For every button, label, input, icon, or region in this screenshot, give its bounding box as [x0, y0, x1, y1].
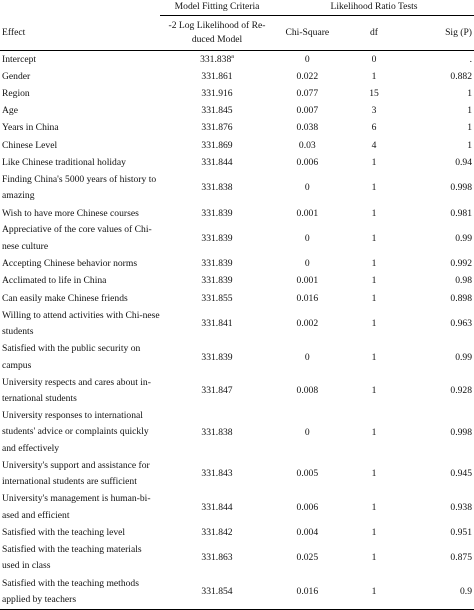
log-likelihood-cell-text: 331.869 — [201, 139, 233, 151]
sig-cell — [407, 154, 474, 171]
table-row — [0, 273, 474, 290]
sig-cell — [407, 408, 474, 457]
log-likelihood-cell-text: 331.854 — [201, 586, 233, 598]
log-likelihood-cell — [160, 307, 274, 341]
df-cell — [341, 290, 408, 307]
effect-cell — [0, 51, 160, 69]
sig-cell-text: 0.898 — [450, 292, 472, 304]
table-row — [0, 51, 474, 69]
df-cell-text: 15 — [369, 87, 379, 99]
effect-cell — [0, 491, 160, 525]
df-cell — [341, 575, 408, 609]
chi-square-cell-text: 0.001 — [296, 275, 319, 287]
effect-cell — [0, 341, 160, 375]
log-likelihood-cell-text: 331.838 — [201, 426, 233, 438]
header-model-fitting-criteria: Model Fitting Criteria — [160, 0, 274, 16]
log-likelihood-cell-text: 331.842 — [201, 527, 233, 539]
effect-cell — [0, 256, 160, 273]
sig-cell — [407, 457, 474, 491]
df-cell — [341, 408, 408, 457]
log-likelihood-cell-text: 331.838 — [201, 182, 233, 194]
df-cell — [341, 205, 408, 222]
effect-cell — [0, 457, 160, 491]
effect-cell-text: Age — [2, 105, 18, 117]
df-cell-text: 1 — [371, 318, 377, 330]
df-cell-text: 1 — [371, 232, 377, 244]
log-likelihood-cell — [160, 103, 274, 120]
log-likelihood-cell — [160, 85, 274, 102]
effect-cell-text: University responses to international students' advice or complaints quickly and effectively — [2, 410, 149, 454]
effect-cell-text: Can easily make Chinese friends — [2, 292, 128, 304]
sig-cell-text: 0.992 — [450, 258, 472, 270]
table-row — [0, 290, 474, 307]
table-row — [0, 524, 474, 541]
sig-cell — [407, 256, 474, 273]
sig-cell — [407, 341, 474, 375]
log-likelihood-cell — [160, 374, 274, 408]
df-cell-text: 1 — [371, 501, 377, 513]
table-row — [0, 307, 474, 341]
chi-square-cell-text: 0 — [304, 426, 310, 438]
sig-cell-text: 0.94 — [455, 156, 472, 168]
effect-cell — [0, 222, 160, 256]
chi-square-cell-text: 0.016 — [296, 292, 319, 304]
df-cell — [341, 154, 408, 171]
effect-cell-text: Satisfied with the teaching methods applied by teachers — [2, 577, 139, 606]
df-cell-text: 1 — [371, 468, 377, 480]
chi-square-cell-text: 0.006 — [296, 156, 319, 168]
chi-square-cell — [274, 457, 341, 491]
chi-square-cell — [274, 374, 341, 408]
effect-cell-text: Appreciative of the core values of Chi-nese culture — [2, 224, 152, 252]
table-row — [0, 222, 474, 256]
df-cell-text: 4 — [371, 139, 377, 151]
sig-cell — [407, 491, 474, 525]
sig-cell-text: 0.99 — [455, 232, 472, 244]
sig-cell-text: 0.998 — [450, 426, 472, 438]
df-cell — [341, 51, 408, 69]
chi-square-cell — [274, 154, 341, 171]
table-row — [0, 457, 474, 491]
df-cell — [341, 307, 408, 341]
table-row — [0, 491, 474, 525]
log-likelihood-cell — [160, 205, 274, 222]
df-cell — [341, 171, 408, 205]
effect-cell-text: Accepting Chinese behavior norms — [2, 258, 138, 270]
table-row — [0, 171, 474, 205]
table-body — [0, 51, 474, 610]
chi-square-cell-text: 0.008 — [296, 385, 319, 397]
effect-cell — [0, 205, 160, 222]
log-likelihood-cell-text: 331.844 — [201, 501, 233, 513]
log-likelihood-cell-text: 331.847 — [201, 385, 233, 397]
chi-square-cell — [274, 171, 341, 205]
log-likelihood-cell-text: 331.839 — [201, 351, 233, 363]
chi-square-cell-text: 0 — [304, 351, 310, 363]
chi-square-cell — [274, 491, 341, 525]
chi-square-cell — [274, 524, 341, 541]
df-cell-text: 1 — [371, 156, 377, 168]
df-cell-text: 1 — [371, 426, 377, 438]
log-likelihood-cell — [160, 341, 274, 375]
df-cell-text: 1 — [371, 182, 377, 194]
effect-cell-text: Finding China's 5000 years of history to amazing — [2, 173, 157, 202]
table-row — [0, 408, 474, 457]
header-column-row — [0, 16, 474, 51]
effect-cell-text: University's support and assistance for international students are sufficient — [2, 459, 150, 488]
header-effect: Effect — [0, 16, 160, 51]
sig-cell-text: 0.882 — [450, 70, 472, 82]
effect-cell — [0, 290, 160, 307]
chi-square-cell — [274, 137, 341, 154]
df-cell-text: 1 — [371, 527, 377, 539]
df-cell-text: 6 — [371, 122, 377, 134]
log-likelihood-cell — [160, 575, 274, 609]
df-cell-text: 3 — [371, 105, 377, 117]
df-cell — [341, 273, 408, 290]
header-sig: Sig (P) — [407, 16, 474, 51]
log-likelihood-cell-text: 331.839 — [201, 258, 233, 270]
effect-cell-text: Satisfied with the public security on campus — [2, 343, 141, 371]
header-chi-square: Chi-Square — [274, 16, 341, 51]
effect-cell — [0, 408, 160, 457]
chi-square-cell — [274, 575, 341, 609]
df-cell-text: 0 — [371, 53, 377, 65]
table-row — [0, 68, 474, 85]
chi-square-cell-text: 0.025 — [296, 552, 319, 564]
log-likelihood-cell-text: 331.843 — [201, 468, 233, 480]
table-row — [0, 374, 474, 408]
sig-cell — [407, 273, 474, 290]
sig-cell — [407, 575, 474, 609]
log-likelihood-cell-text: 331.839 — [201, 232, 233, 244]
table-row — [0, 542, 474, 576]
log-likelihood-cell — [160, 137, 274, 154]
chi-square-cell-text: 0.03 — [298, 139, 316, 151]
df-cell-text: 1 — [371, 258, 377, 270]
sig-cell-text: . — [469, 53, 472, 65]
table-row — [0, 137, 474, 154]
header-log-likelihood: -2 Log Likelihood of Re-duced Model — [160, 16, 274, 51]
chi-square-cell-text: 0 — [304, 53, 310, 65]
sig-cell-text: 0.951 — [450, 527, 472, 539]
chi-square-cell-text: 0.004 — [296, 527, 319, 539]
effect-cell-text: Gender — [2, 70, 31, 82]
sig-cell — [407, 85, 474, 102]
chi-square-cell — [274, 256, 341, 273]
effect-cell-text: Region — [2, 87, 30, 99]
effect-cell — [0, 575, 160, 609]
chi-square-cell-text: 0.001 — [296, 207, 319, 219]
effect-cell — [0, 120, 160, 137]
effect-cell — [0, 137, 160, 154]
sig-cell-text: 1 — [467, 139, 472, 151]
df-cell-text: 1 — [371, 586, 377, 598]
df-cell — [341, 120, 408, 137]
table-row — [0, 341, 474, 375]
chi-square-cell-text: 0.002 — [296, 318, 319, 330]
effect-cell — [0, 154, 160, 171]
df-cell — [341, 374, 408, 408]
effect-cell-text: Intercept — [2, 53, 37, 65]
table-row — [0, 154, 474, 171]
df-cell — [341, 103, 408, 120]
effect-cell-text: Wish to have more Chinese courses — [2, 207, 139, 219]
table-row — [0, 205, 474, 222]
sig-cell — [407, 120, 474, 137]
sig-cell — [407, 51, 474, 69]
log-likelihood-cell — [160, 491, 274, 525]
df-cell — [341, 137, 408, 154]
footnote-marker: a — [231, 53, 234, 60]
effect-cell-text: Satisfied with the teaching materials used in class — [2, 544, 142, 572]
log-likelihood-cell — [160, 171, 274, 205]
header-blank-cell — [0, 0, 160, 16]
sig-cell-text: 1 — [467, 105, 472, 117]
log-likelihood-cell-text: 331.863 — [201, 552, 233, 564]
log-likelihood-cell — [160, 154, 274, 171]
log-likelihood-cell-text: 331.861 — [201, 70, 233, 82]
table-row — [0, 120, 474, 137]
effect-cell-text: Years in China — [2, 122, 59, 134]
df-cell — [341, 524, 408, 541]
log-likelihood-cell — [160, 524, 274, 541]
sig-cell-text: 0.981 — [450, 207, 472, 219]
sig-cell — [407, 205, 474, 222]
log-likelihood-cell-text: 331.845 — [201, 105, 233, 117]
sig-cell — [407, 542, 474, 576]
sig-cell — [407, 171, 474, 205]
sig-cell-text: 0.99 — [455, 351, 472, 363]
log-likelihood-cell-text: 331.839 — [201, 275, 233, 287]
df-cell — [341, 222, 408, 256]
df-cell — [341, 457, 408, 491]
effect-cell — [0, 85, 160, 102]
sig-cell — [407, 68, 474, 85]
log-likelihood-cell-text: 331.839 — [201, 207, 233, 219]
df-cell-text: 1 — [371, 70, 377, 82]
sig-cell-text: 0.963 — [450, 318, 472, 330]
header-group-row — [0, 0, 474, 16]
chi-square-cell — [274, 205, 341, 222]
effect-cell-text: University respects and cares about in-ternational students — [2, 376, 151, 405]
sig-cell-text: 1 — [467, 122, 472, 134]
log-likelihood-cell — [160, 256, 274, 273]
log-likelihood-cell — [160, 273, 274, 290]
effect-cell-text: Willing to attend activities with Chi-nese students — [2, 309, 160, 338]
sig-cell-text: 0.98 — [455, 275, 472, 287]
df-cell — [341, 542, 408, 576]
log-likelihood-cell — [160, 408, 274, 457]
effect-cell — [0, 68, 160, 85]
chi-square-cell-text: 0.077 — [296, 87, 319, 99]
chi-square-cell-text: 0.016 — [296, 586, 319, 598]
chi-square-cell-text: 0.038 — [296, 122, 319, 134]
log-likelihood-cell — [160, 120, 274, 137]
df-cell-text: 1 — [371, 385, 377, 397]
df-cell — [341, 256, 408, 273]
sig-cell-text: 0.998 — [450, 182, 472, 194]
sig-cell — [407, 524, 474, 541]
chi-square-cell — [274, 290, 341, 307]
sig-cell-text: 0.945 — [450, 468, 472, 480]
sig-cell-text: 1 — [467, 87, 472, 99]
effect-cell — [0, 273, 160, 290]
effect-cell — [0, 307, 160, 341]
chi-square-cell — [274, 120, 341, 137]
df-cell — [341, 85, 408, 102]
log-likelihood-cell — [160, 51, 274, 69]
chi-square-cell — [274, 307, 341, 341]
chi-square-cell-text: 0 — [304, 258, 310, 270]
effect-cell — [0, 103, 160, 120]
effect-cell-text: Like Chinese traditional holiday — [2, 156, 126, 168]
chi-square-cell — [274, 103, 341, 120]
chi-square-cell-text: 0.005 — [296, 468, 319, 480]
df-cell — [341, 341, 408, 375]
sig-cell — [407, 222, 474, 256]
header-likelihood-ratio-tests: Likelihood Ratio Tests — [274, 0, 474, 16]
df-cell — [341, 491, 408, 525]
chi-square-cell-text: 0.007 — [296, 105, 319, 117]
table-row — [0, 575, 474, 609]
chi-square-cell-text: 0.006 — [296, 501, 319, 513]
sig-cell-text: 0.938 — [450, 501, 472, 513]
sig-cell-text: 0.875 — [450, 552, 472, 564]
df-cell-text: 1 — [371, 552, 377, 564]
sig-cell — [407, 374, 474, 408]
table-row — [0, 85, 474, 102]
chi-square-cell-text: 0.022 — [296, 70, 319, 82]
sig-cell — [407, 137, 474, 154]
log-likelihood-cell-text: 331.841 — [201, 318, 233, 330]
effect-cell — [0, 524, 160, 541]
effect-cell-text: Chinese Level — [2, 139, 58, 151]
chi-square-cell — [274, 341, 341, 375]
sig-cell-text: 0.928 — [450, 385, 472, 397]
chi-square-cell-text: 0 — [304, 232, 310, 244]
sig-cell — [407, 290, 474, 307]
log-likelihood-cell-text: 331.838 — [200, 53, 232, 65]
chi-square-cell — [274, 68, 341, 85]
effect-cell — [0, 542, 160, 576]
effect-cell — [0, 171, 160, 205]
log-likelihood-cell — [160, 222, 274, 256]
effect-cell-text: Acclimated to life in China — [2, 275, 107, 287]
df-cell-text: 1 — [371, 292, 377, 304]
log-likelihood-cell — [160, 290, 274, 307]
log-likelihood-cell-text: 331.876 — [201, 122, 233, 134]
effect-cell-text: University's management is human-bi-ased and efficient — [2, 493, 151, 521]
log-likelihood-cell-text: 331.844 — [201, 156, 233, 168]
log-likelihood-cell-text: 331.855 — [201, 292, 233, 304]
log-likelihood-cell — [160, 68, 274, 85]
sig-cell — [407, 103, 474, 120]
table-row — [0, 256, 474, 273]
effect-cell-text: Satisfied with the teaching level — [2, 527, 126, 539]
table-row — [0, 103, 474, 120]
log-likelihood-cell-text: 331.916 — [201, 87, 233, 99]
header-df: df — [341, 16, 408, 51]
sig-cell — [407, 307, 474, 341]
log-likelihood-cell — [160, 542, 274, 576]
effect-cell — [0, 374, 160, 408]
chi-square-cell-text: 0 — [304, 182, 310, 194]
chi-square-cell — [274, 408, 341, 457]
df-cell-text: 1 — [371, 207, 377, 219]
sig-cell-text: 0.9 — [460, 586, 472, 598]
chi-square-cell — [274, 222, 341, 256]
chi-square-cell — [274, 85, 341, 102]
log-likelihood-cell — [160, 457, 274, 491]
df-cell-text: 1 — [371, 275, 377, 287]
df-cell-text: 1 — [371, 351, 377, 363]
chi-square-cell — [274, 273, 341, 290]
df-cell — [341, 68, 408, 85]
chi-square-cell — [274, 542, 341, 576]
chi-square-cell — [274, 51, 341, 69]
